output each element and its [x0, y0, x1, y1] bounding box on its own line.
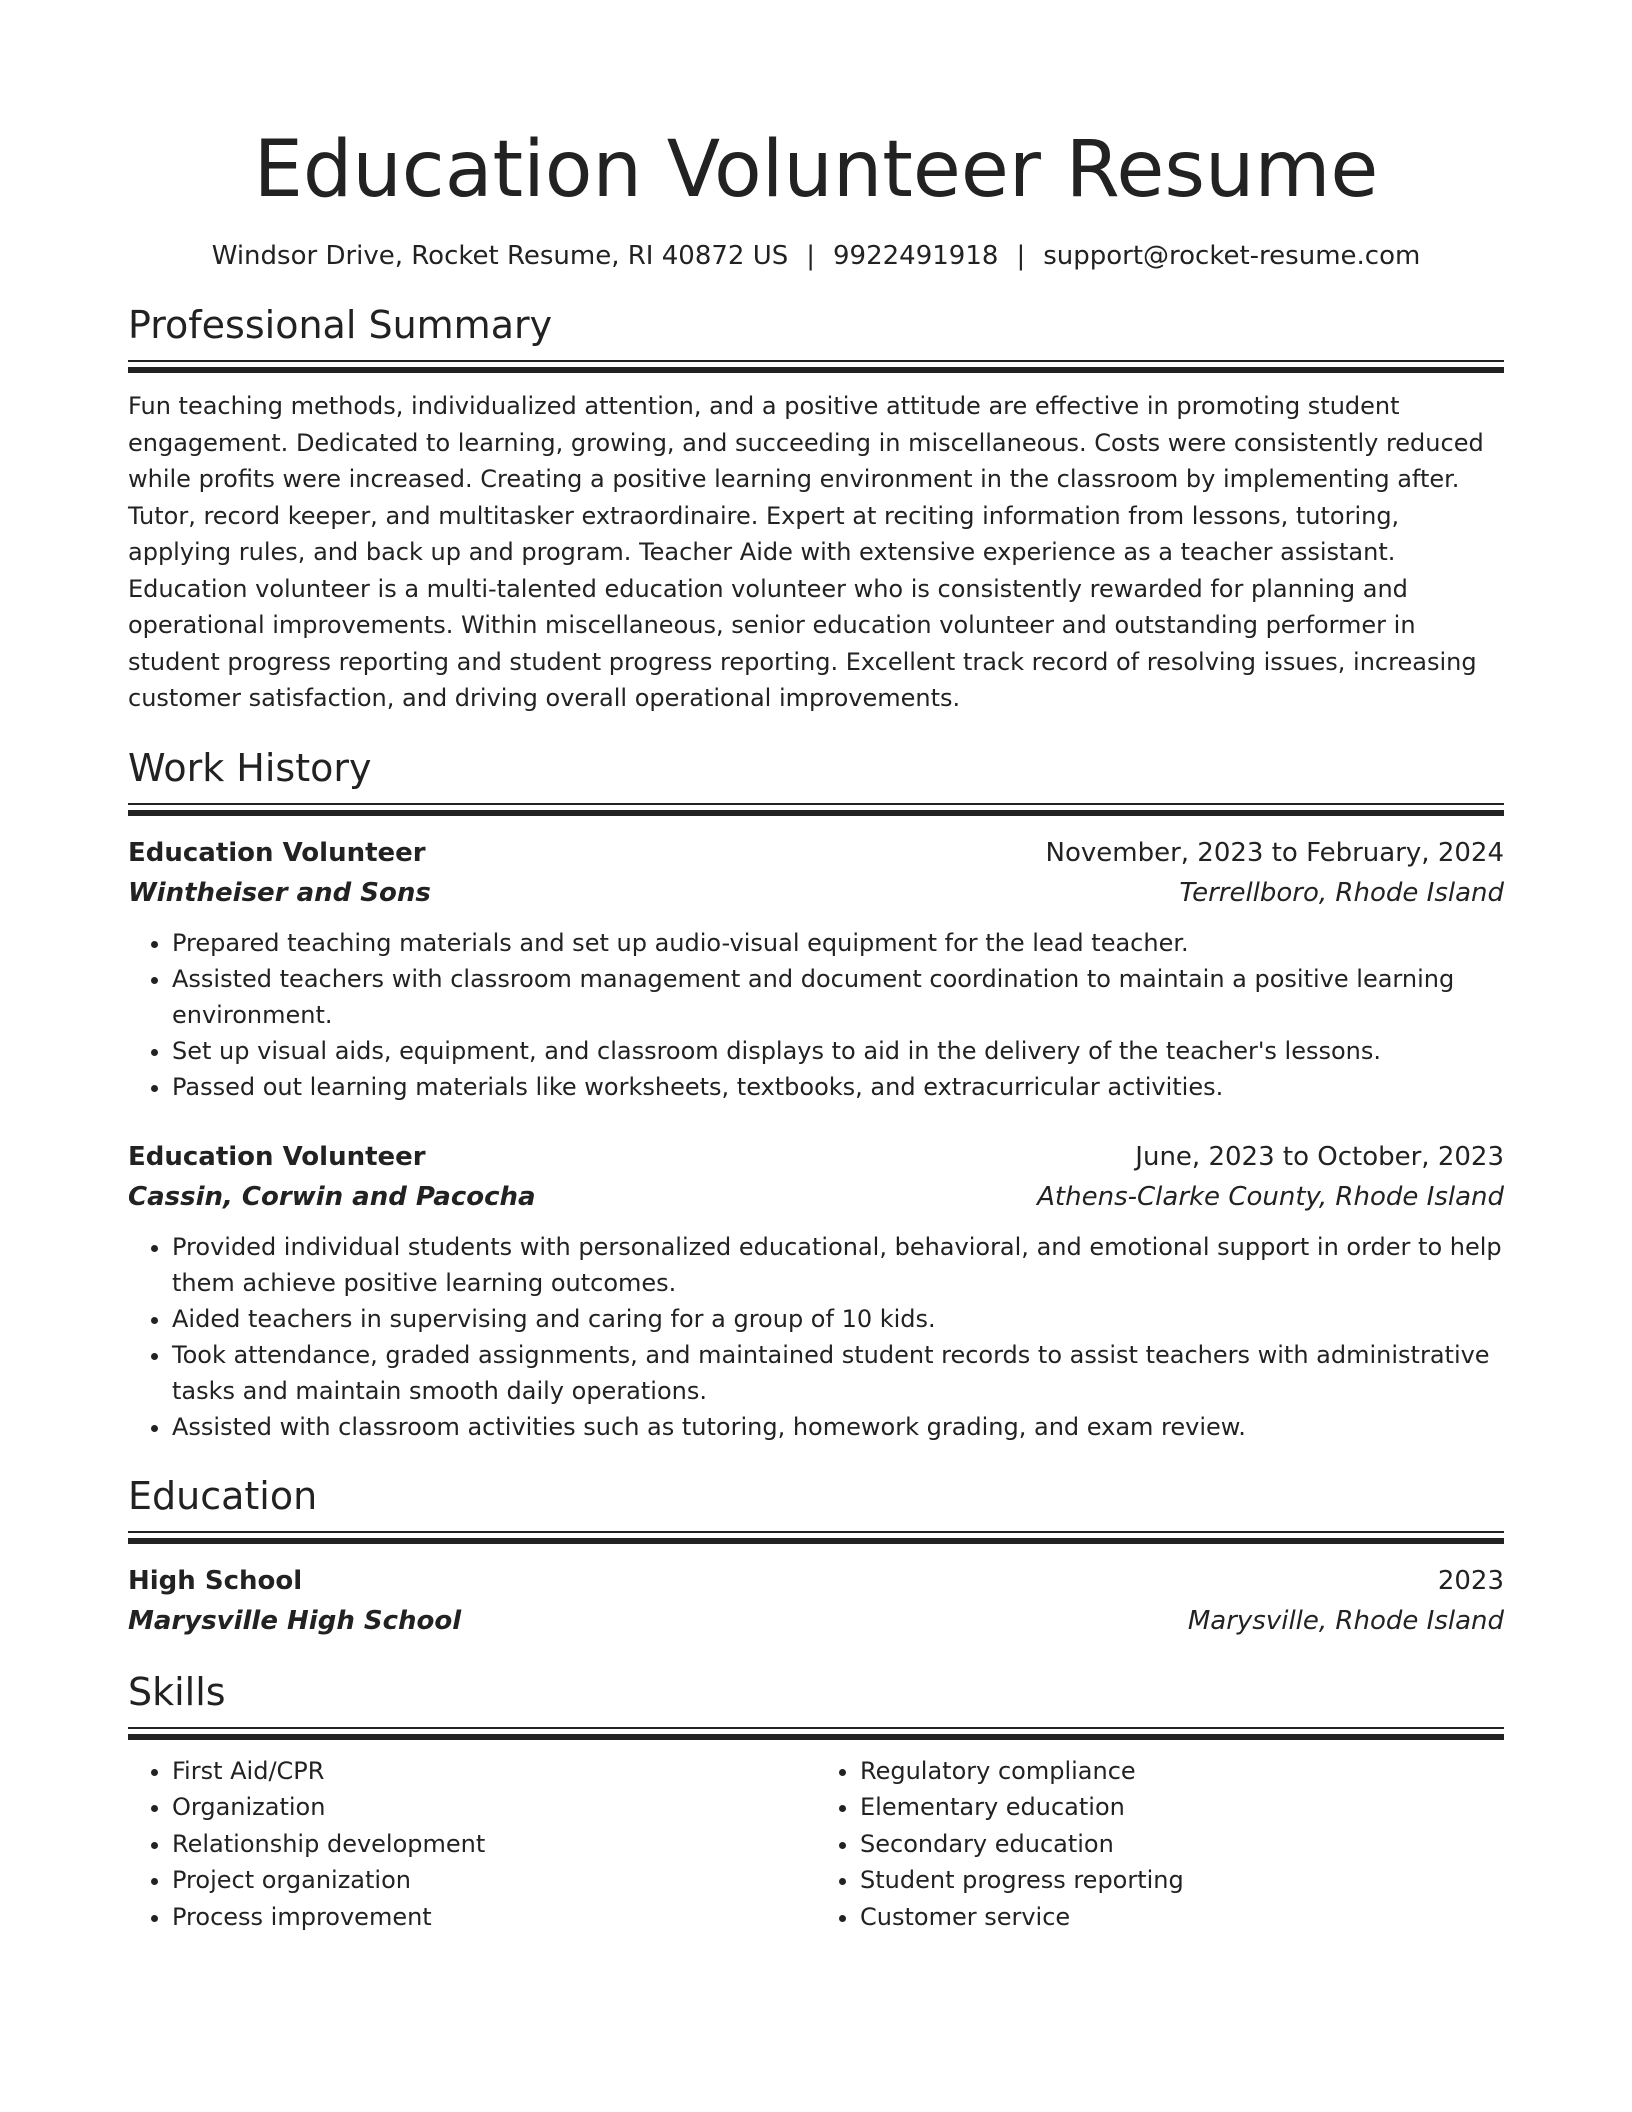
skill-item: • Customer service [860, 1899, 1504, 1936]
job-header-row [128, 1137, 1504, 1177]
education-location: Marysville, Rhode Island [1187, 1605, 1504, 1636]
job-bullet: • Set up visual aids, equipment, and classroom displays to aid in the delivery of the teacher's lessons. [172, 1033, 1504, 1069]
education-year: 2023 [1437, 1565, 1504, 1596]
job-bullet: • Prepared teaching materials and set up audio-visual equipment for the lead teacher. [172, 925, 1504, 961]
skill-item: • Student progress reporting [860, 1862, 1504, 1899]
contact-line [128, 238, 1504, 274]
contact-phone: 9922491918 [833, 241, 999, 271]
job-bullet: • Took attendance, graded assignments, and maintained student records to assist teachers with administrative tasks and maintain smooth daily operations. [172, 1337, 1504, 1409]
work-history-section [128, 743, 1504, 1445]
contact-separator: | [1016, 241, 1026, 271]
skill-item: • First Aid/CPR [172, 1753, 816, 1790]
job-header-row [128, 833, 1504, 873]
skills-left-column [128, 1753, 816, 1936]
resume-title: Education Volunteer Resume [253, 125, 1379, 215]
contact-separator: | [806, 241, 816, 271]
job-employer-row [128, 873, 1504, 913]
job-bullet: • Passed out learning materials like worksheets, textbooks, and extracurricular activities. [172, 1069, 1504, 1105]
skill-item: • Elementary education [860, 1789, 1504, 1826]
job-location: Athens-Clarke County, Rhode Island [1037, 1181, 1504, 1212]
summary-heading: Professional Summary [128, 303, 553, 347]
education-degree: High School [128, 1565, 303, 1596]
skills-columns [128, 1753, 1504, 1936]
job-employer: Wintheiser and Sons [128, 877, 431, 908]
job-entry [128, 1137, 1504, 1445]
education-header-row [128, 1561, 1504, 1601]
contact-address: Windsor Drive, Rocket Resume, RI 40872 US [211, 241, 789, 271]
skills-heading: Skills [128, 1669, 226, 1714]
job-bullet: • Assisted teachers with classroom management and document coordination to maintain a positive learning environment. [172, 961, 1504, 1033]
skills-right-column [816, 1753, 1504, 1936]
education-section [128, 1471, 1504, 1641]
contact-email: support@rocket-resume.com [1043, 241, 1421, 271]
job-bullets [128, 925, 1504, 1105]
job-location: Terrellboro, Rhode Island [1179, 877, 1504, 908]
skill-item: • Process improvement [172, 1899, 816, 1936]
skill-item: • Secondary education [860, 1826, 1504, 1863]
job-dates: June, 2023 to October, 2023 [1135, 1141, 1504, 1172]
job-bullets [128, 1229, 1504, 1445]
job-title: Education Volunteer [128, 837, 426, 868]
skills-section [128, 1667, 1504, 1936]
job-bullet: • Aided teachers in supervising and caring for a group of 10 kids. [172, 1301, 1504, 1337]
education-school: Marysville High School [128, 1605, 462, 1636]
section-divider [128, 1531, 1504, 1545]
skill-item: • Relationship development [172, 1826, 816, 1863]
skill-item: • Project organization [172, 1862, 816, 1899]
summary-section [128, 300, 1504, 717]
education-school-row [128, 1601, 1504, 1641]
job-bullet: • Provided individual students with personalized educational, behavioral, and emotional support in order to help them achieve positive learning outcomes. [172, 1229, 1504, 1301]
section-divider [128, 803, 1504, 817]
skill-item: • Regulatory compliance [860, 1753, 1504, 1790]
work-history-heading: Work History [128, 745, 372, 790]
section-divider [128, 1727, 1504, 1741]
job-bullet: • Assisted with classroom activities such as tutoring, homework grading, and exam review. [172, 1409, 1504, 1445]
job-entry [128, 833, 1504, 1105]
job-title: Education Volunteer [128, 1141, 426, 1172]
job-employer: Cassin, Corwin and Pacocha [128, 1181, 536, 1212]
education-heading: Education [128, 1473, 318, 1518]
summary-text: Fun teaching methods, individualized attention, and a positive attitude are effective in promoting student engagement. Dedicated to learning, growing, and succeeding in miscellaneous. Costs were consistently reduced while profits were increased. Creating a positive learning environment in the classroom by implementing after. Tutor, record keeper, and multitasker extraordinaire. Expert at reciting information from lessons, tutoring, applying rules, and back up and program. Teacher Aide with extensive experience as a teacher assistant. Education volunteer is a multi-talented education volunteer who is consistently rewarded for planning and operational improvements. Within miscellaneous, senior education volunteer and outstanding performer in student progress reporting and student progress reporting. Excellent track record of resolving issues, increasing customer satisfaction, and driving overall operational improvements. [128, 392, 1484, 712]
job-dates: November, 2023 to February, 2024 [1045, 837, 1504, 868]
skill-item: • Organization [172, 1789, 816, 1826]
section-divider [128, 360, 1504, 374]
education-entry [128, 1561, 1504, 1641]
job-employer-row [128, 1177, 1504, 1217]
